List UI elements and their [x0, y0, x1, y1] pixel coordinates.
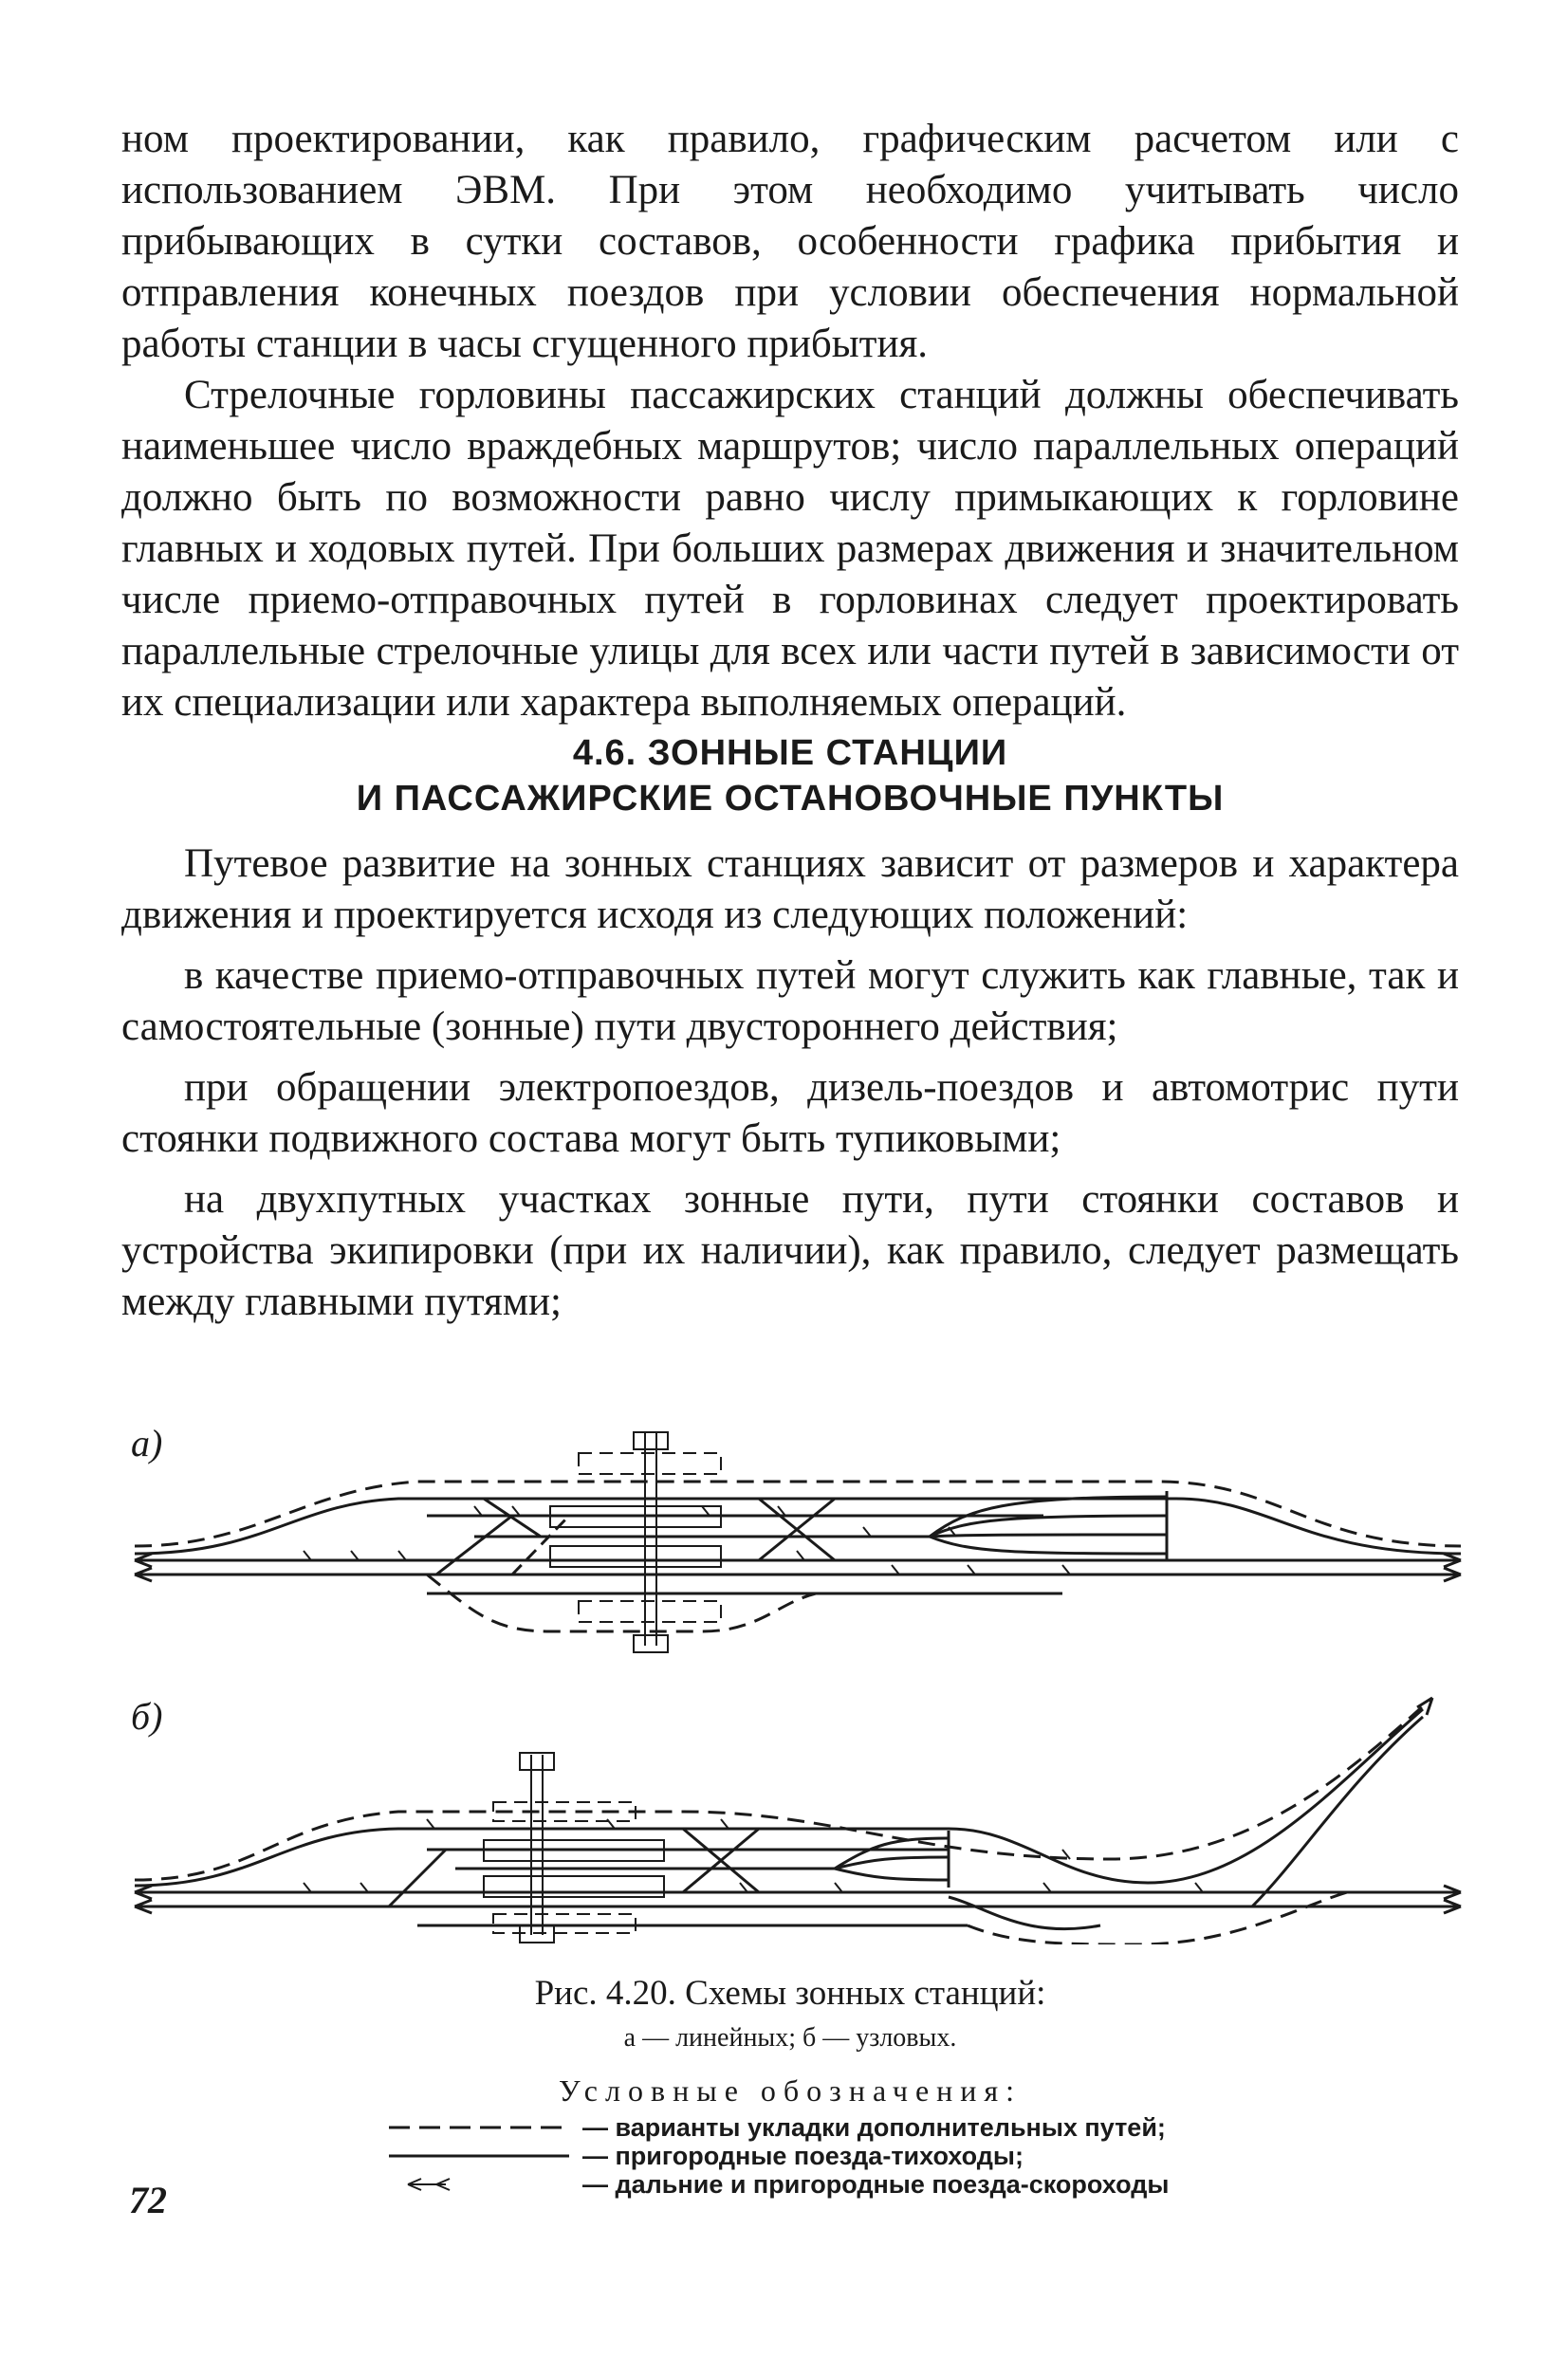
platform-a-bottom-dashed — [579, 1601, 721, 1622]
intro-text — [121, 114, 1459, 728]
legend-solid-line-icon — [389, 2146, 569, 2165]
legend-title: Условные обозначения: — [558, 2073, 1023, 2108]
stub-track-4 — [930, 1537, 1167, 1554]
station-building-a-top — [634, 1432, 668, 1449]
stub-b-3 — [835, 1869, 949, 1880]
junction-line-b — [135, 1709, 1423, 1886]
intro-paragraph-2: Стрелочные горловины пассажирских станций должны обеспечивать наименьшее число враждебных маршрутов; число параллельных операций должно быть по возможности равно числу примыкающих к горловине главных и ходовых путей. При больших размерах движения и значительном числе приемо-отправочных путей в горловинах следует проектировать параллельные стрелочные улицы для всех или части путей в зависимости от их специализации или характера выполняемых операций. — [121, 373, 1459, 725]
legend-text-dashed: — варианты укладки дополнительных путей; — [582, 2112, 1166, 2142]
platform-a-2 — [550, 1546, 721, 1567]
scheme-a — [135, 1432, 1461, 1652]
legend-dashed-line-icon — [389, 2118, 569, 2137]
section-text — [121, 838, 1459, 1328]
figure-label-b: б) — [131, 1695, 163, 1738]
zone-track-upper — [135, 1499, 1461, 1554]
section-paragraph-2: в качестве приемо-отправочных путей могут служить как главные, так и самостоятельные (зонные) пути двустороннего действия; — [121, 953, 1459, 1049]
station-building-b-top — [520, 1753, 554, 1770]
section-paragraph-3: при обращении электропоездов, дизель-поездов и автомотрис пути стоянки подвижного состава могут быть тупиковыми; — [121, 1065, 1459, 1161]
dashed-bypass-b-lower — [968, 1892, 1347, 1944]
junction-line-b-2 — [1252, 1717, 1423, 1906]
section-heading — [121, 730, 1459, 821]
figure-label-a: а) — [131, 1422, 163, 1464]
legend-arrow-line-icon — [389, 2175, 569, 2194]
page-number: 72 — [129, 2179, 167, 2221]
station-building-a-bottom — [634, 1635, 668, 1652]
section-paragraph-4: на двухпутных участках зонные пути, пути стоянки составов и устройства экипировки (при их наличии), как правило, следует размещать между главными путями; — [121, 1177, 1459, 1324]
crossover-b-1 — [389, 1850, 446, 1906]
dashed-bypass-b-upper — [135, 1698, 1432, 1880]
legend-row-arrows — [389, 2170, 1169, 2199]
intro-paragraph-1: ном проектировании, как правило, графическим расчетом или с использованием ЭВМ. При этом необходимо учитывать число прибывающих в сутки составов, особенности графика прибытия и отправления конечных поездов при условии обеспечения нормальной работы станции в часы сгущенного прибытия. — [121, 117, 1459, 366]
figure-caption: Рис. 4.20. Схемы зонных станций: — [534, 1974, 1046, 2013]
stub-track-3 — [930, 1535, 1167, 1537]
legend-text-solid: — пригородные поезда-тихоходы; — [582, 2141, 1024, 2170]
platform-b-2 — [484, 1876, 664, 1897]
track-diagram — [114, 1413, 1480, 1944]
figure-caption-sub: а — линейных; б — узловых. — [623, 2023, 957, 2053]
track-scheme-figure — [114, 1413, 1480, 1944]
section-heading-line-2: И ПАССАЖИРСКИЕ ОСТАНОВОЧНЫЕ ПУНКТЫ — [356, 779, 1225, 819]
section-paragraph-1: Путевое развитие на зонных станциях зависит от размеров и характера движения и проектируется исходя из следующих положений: — [121, 841, 1459, 937]
legend-row-solid — [389, 2142, 1024, 2170]
lower-curve-b — [949, 1897, 1100, 1929]
scheme-b — [135, 1698, 1461, 1944]
platform-a-top-dashed — [579, 1453, 721, 1474]
legend-row-dashed — [389, 2113, 1166, 2142]
crossover-1 — [436, 1516, 512, 1575]
platform-b-bottom-dashed — [493, 1914, 636, 1933]
section-heading-line-1: 4.6. ЗОННЫЕ СТАНЦИИ — [572, 733, 1008, 773]
legend-text-arrows: — дальние и пригородные поезда-скороходы — [582, 2169, 1170, 2199]
